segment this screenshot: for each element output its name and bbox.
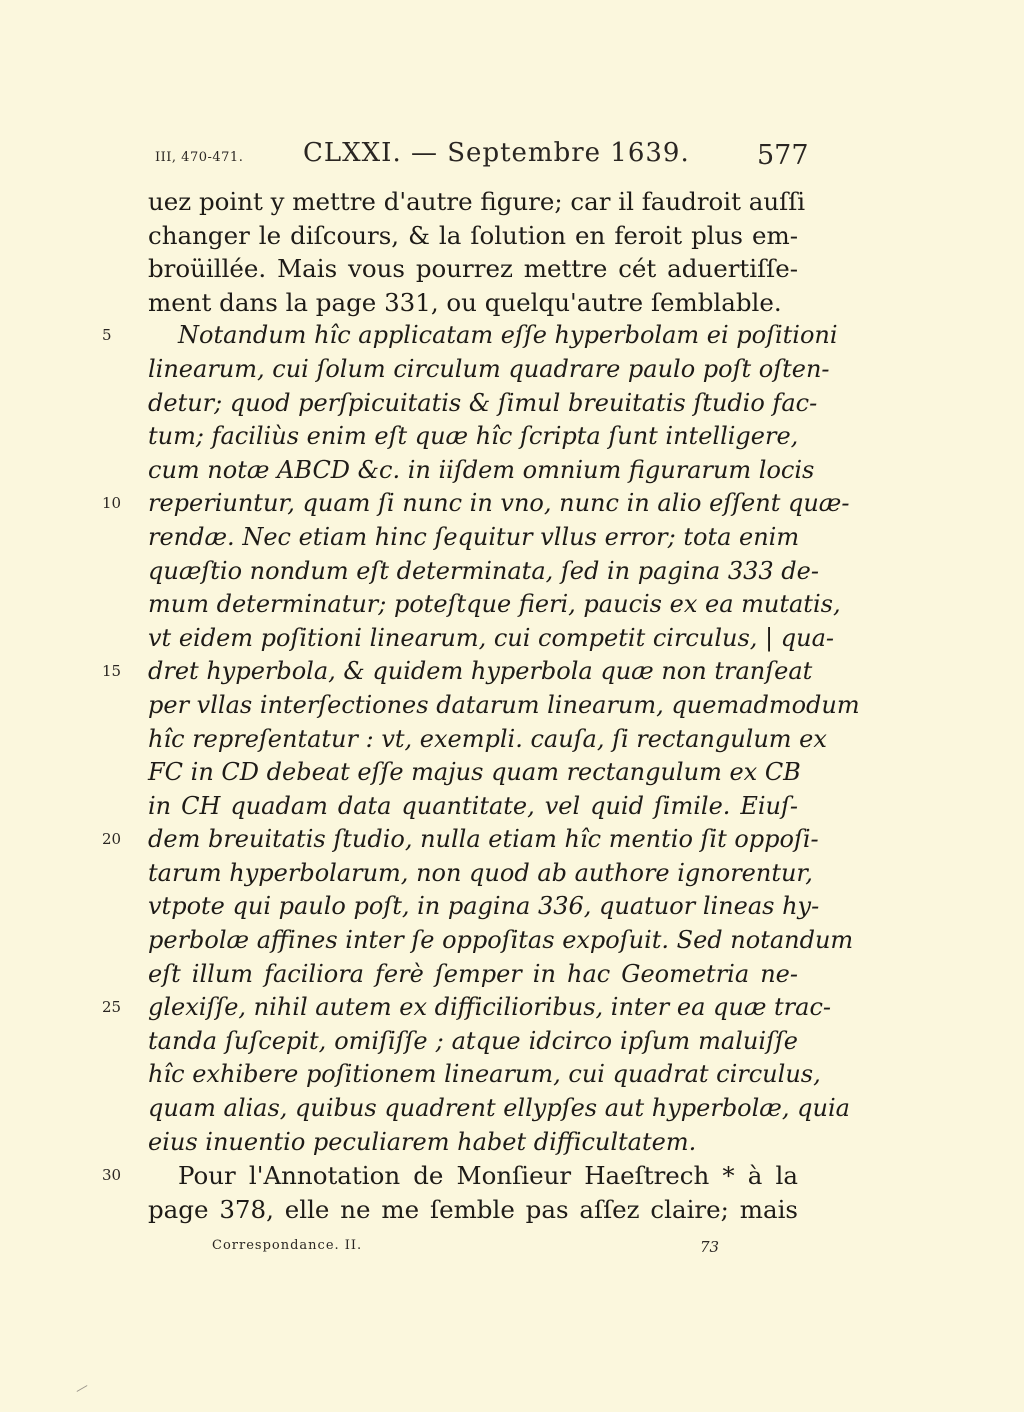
line-text: cum notæ ABCD &c. in iiſdem omnium figurarum locis: [148, 455, 815, 484]
text-line: [148, 252, 798, 286]
line-text: quæſtio nondum eſt determinata, ſed in pagina 333 de-: [148, 556, 819, 585]
text-line: [148, 857, 813, 891]
line-text: dem breuitatis ſtudio, nulla etiam hîc mentio ſit oppoſi-: [148, 825, 819, 854]
line-text: page 378, elle ne me ſemble pas aſſez claire; mais: [148, 1194, 798, 1224]
text-line: [148, 790, 798, 824]
text-line: [148, 622, 834, 656]
line-text: hîc exhibere poſitionem linearum, cui quadrat circulus,: [148, 1060, 821, 1089]
text-line: [148, 924, 854, 958]
line-text: Notandum hîc applicatam eſſe hyperbolam ei poſitioni: [178, 321, 838, 350]
text-line: [102, 487, 850, 521]
line-number: 10: [102, 494, 122, 513]
line-text: detur; quod perſpicuitatis & ſimul breuitatis ſtudio fac-: [148, 388, 818, 417]
line-text: tarum hyperbolarum, non quod ab authore ignorentur,: [148, 858, 813, 887]
text-line: [102, 1159, 798, 1193]
line-text: glexiſſe, nihil autem ex difficilioribus, inter ea quæ trac-: [148, 993, 832, 1022]
line-text: reperiuntur, quam ſi nunc in vno, nunc in alio eſſent quæ-: [148, 489, 850, 518]
text-line: [102, 991, 832, 1025]
stray-mark: [77, 1385, 88, 1392]
text-line: [148, 286, 798, 320]
text-line: [148, 1058, 821, 1092]
running-header: [0, 138, 1024, 178]
text-line: [148, 723, 827, 757]
signature-mark: Correspondance. II.: [212, 1238, 363, 1253]
body-text: [102, 185, 860, 1226]
line-text: rendæ. Nec etiam hinc ſequitur vllus error; tota enim: [148, 522, 800, 551]
text-line: [148, 420, 798, 454]
text-line: [102, 319, 838, 353]
line-text: eius inuentio peculiarem habet difficultatem.: [148, 1127, 697, 1156]
page-number: 577: [757, 140, 809, 171]
line-number: 15: [102, 662, 122, 681]
line-text: Pour l'Annotation de Monſieur Haeſtrech * à la: [178, 1161, 798, 1191]
line-text: vtpote qui paulo poſt, in pagina 336, quatuor lineas hy-: [148, 892, 820, 921]
text-line: [148, 588, 841, 622]
line-text: hîc repreſentatur : vt, exempli. cauſa, ſi rectangulum ex: [148, 724, 827, 753]
line-text: quam alias, quibus quadrent ellypſes aut hyperbolæ, quia: [148, 1094, 850, 1123]
line-text: vt eidem poſitioni linearum, cui competit circulus, | qua-: [148, 623, 834, 652]
running-title: CLXXI. — Septembre 1639.: [303, 138, 690, 168]
line-text: broüillée. Mais vous pourrez mettre cét aduertiſſe-: [148, 254, 798, 284]
text-line: [102, 823, 819, 857]
text-line: [148, 1193, 798, 1227]
volume-reference: III, 470-471.: [155, 150, 244, 165]
line-text: changer le diſcours, & la ſolution en feroit plus em-: [148, 220, 798, 250]
text-line: [148, 756, 801, 790]
text-line: [148, 219, 798, 253]
line-number: 5: [102, 326, 112, 345]
line-number: 20: [102, 830, 122, 849]
text-line: [148, 1025, 798, 1059]
line-text: tanda ſuſcepit, omiſiſſe ; atque idcirco ipſum maluiſſe: [148, 1026, 798, 1055]
text-line: [148, 555, 819, 589]
line-text: FC in CD debeat eſſe majus quam rectangulum ex CB: [148, 758, 801, 787]
text-line: [148, 521, 798, 555]
line-text: dret hyperbola, & quidem hyperbola quæ non tranſeat: [148, 657, 813, 686]
line-number: 30: [102, 1166, 122, 1185]
line-text: mum determinatur; poteſtque fieri, paucis ex ea mutatis,: [148, 590, 841, 619]
line-text: perbolæ affines inter ſe oppoſitas expoſuit. Sed notandum: [148, 926, 854, 955]
line-text: ment dans la page 331, ou quelqu'autre ſemblable.: [148, 287, 782, 317]
text-line: [148, 353, 830, 387]
text-line: [102, 655, 813, 689]
gathering-number: 73: [700, 1238, 720, 1256]
line-text: uez point y mettre d'autre figure; car il faudroit auſſi: [148, 187, 806, 216]
text-line: [148, 1126, 798, 1160]
text-line: [148, 185, 806, 219]
line-text: linearum, cui ſolum circulum quadrare paulo poſt oſten-: [148, 354, 830, 383]
text-line: [148, 890, 820, 924]
text-line: [148, 958, 798, 992]
line-text: eſt illum faciliora ferè ſemper in hac Geometria ne-: [148, 959, 798, 988]
line-text: in CH quadam data quantitate, vel quid ſimile. Eiuſ-: [148, 791, 798, 820]
line-text: per vllas interſectiones datarum linearum, quemadmodum: [148, 690, 860, 719]
page-footer: [0, 1238, 1024, 1264]
text-line: [148, 689, 860, 723]
line-number: 25: [102, 998, 122, 1017]
text-line: [148, 454, 815, 488]
text-line: [148, 1092, 850, 1126]
line-text: tum; faciliùs enim eſt quæ hîc ſcripta ſunt intelligere,: [148, 422, 799, 451]
text-line: [148, 387, 818, 421]
